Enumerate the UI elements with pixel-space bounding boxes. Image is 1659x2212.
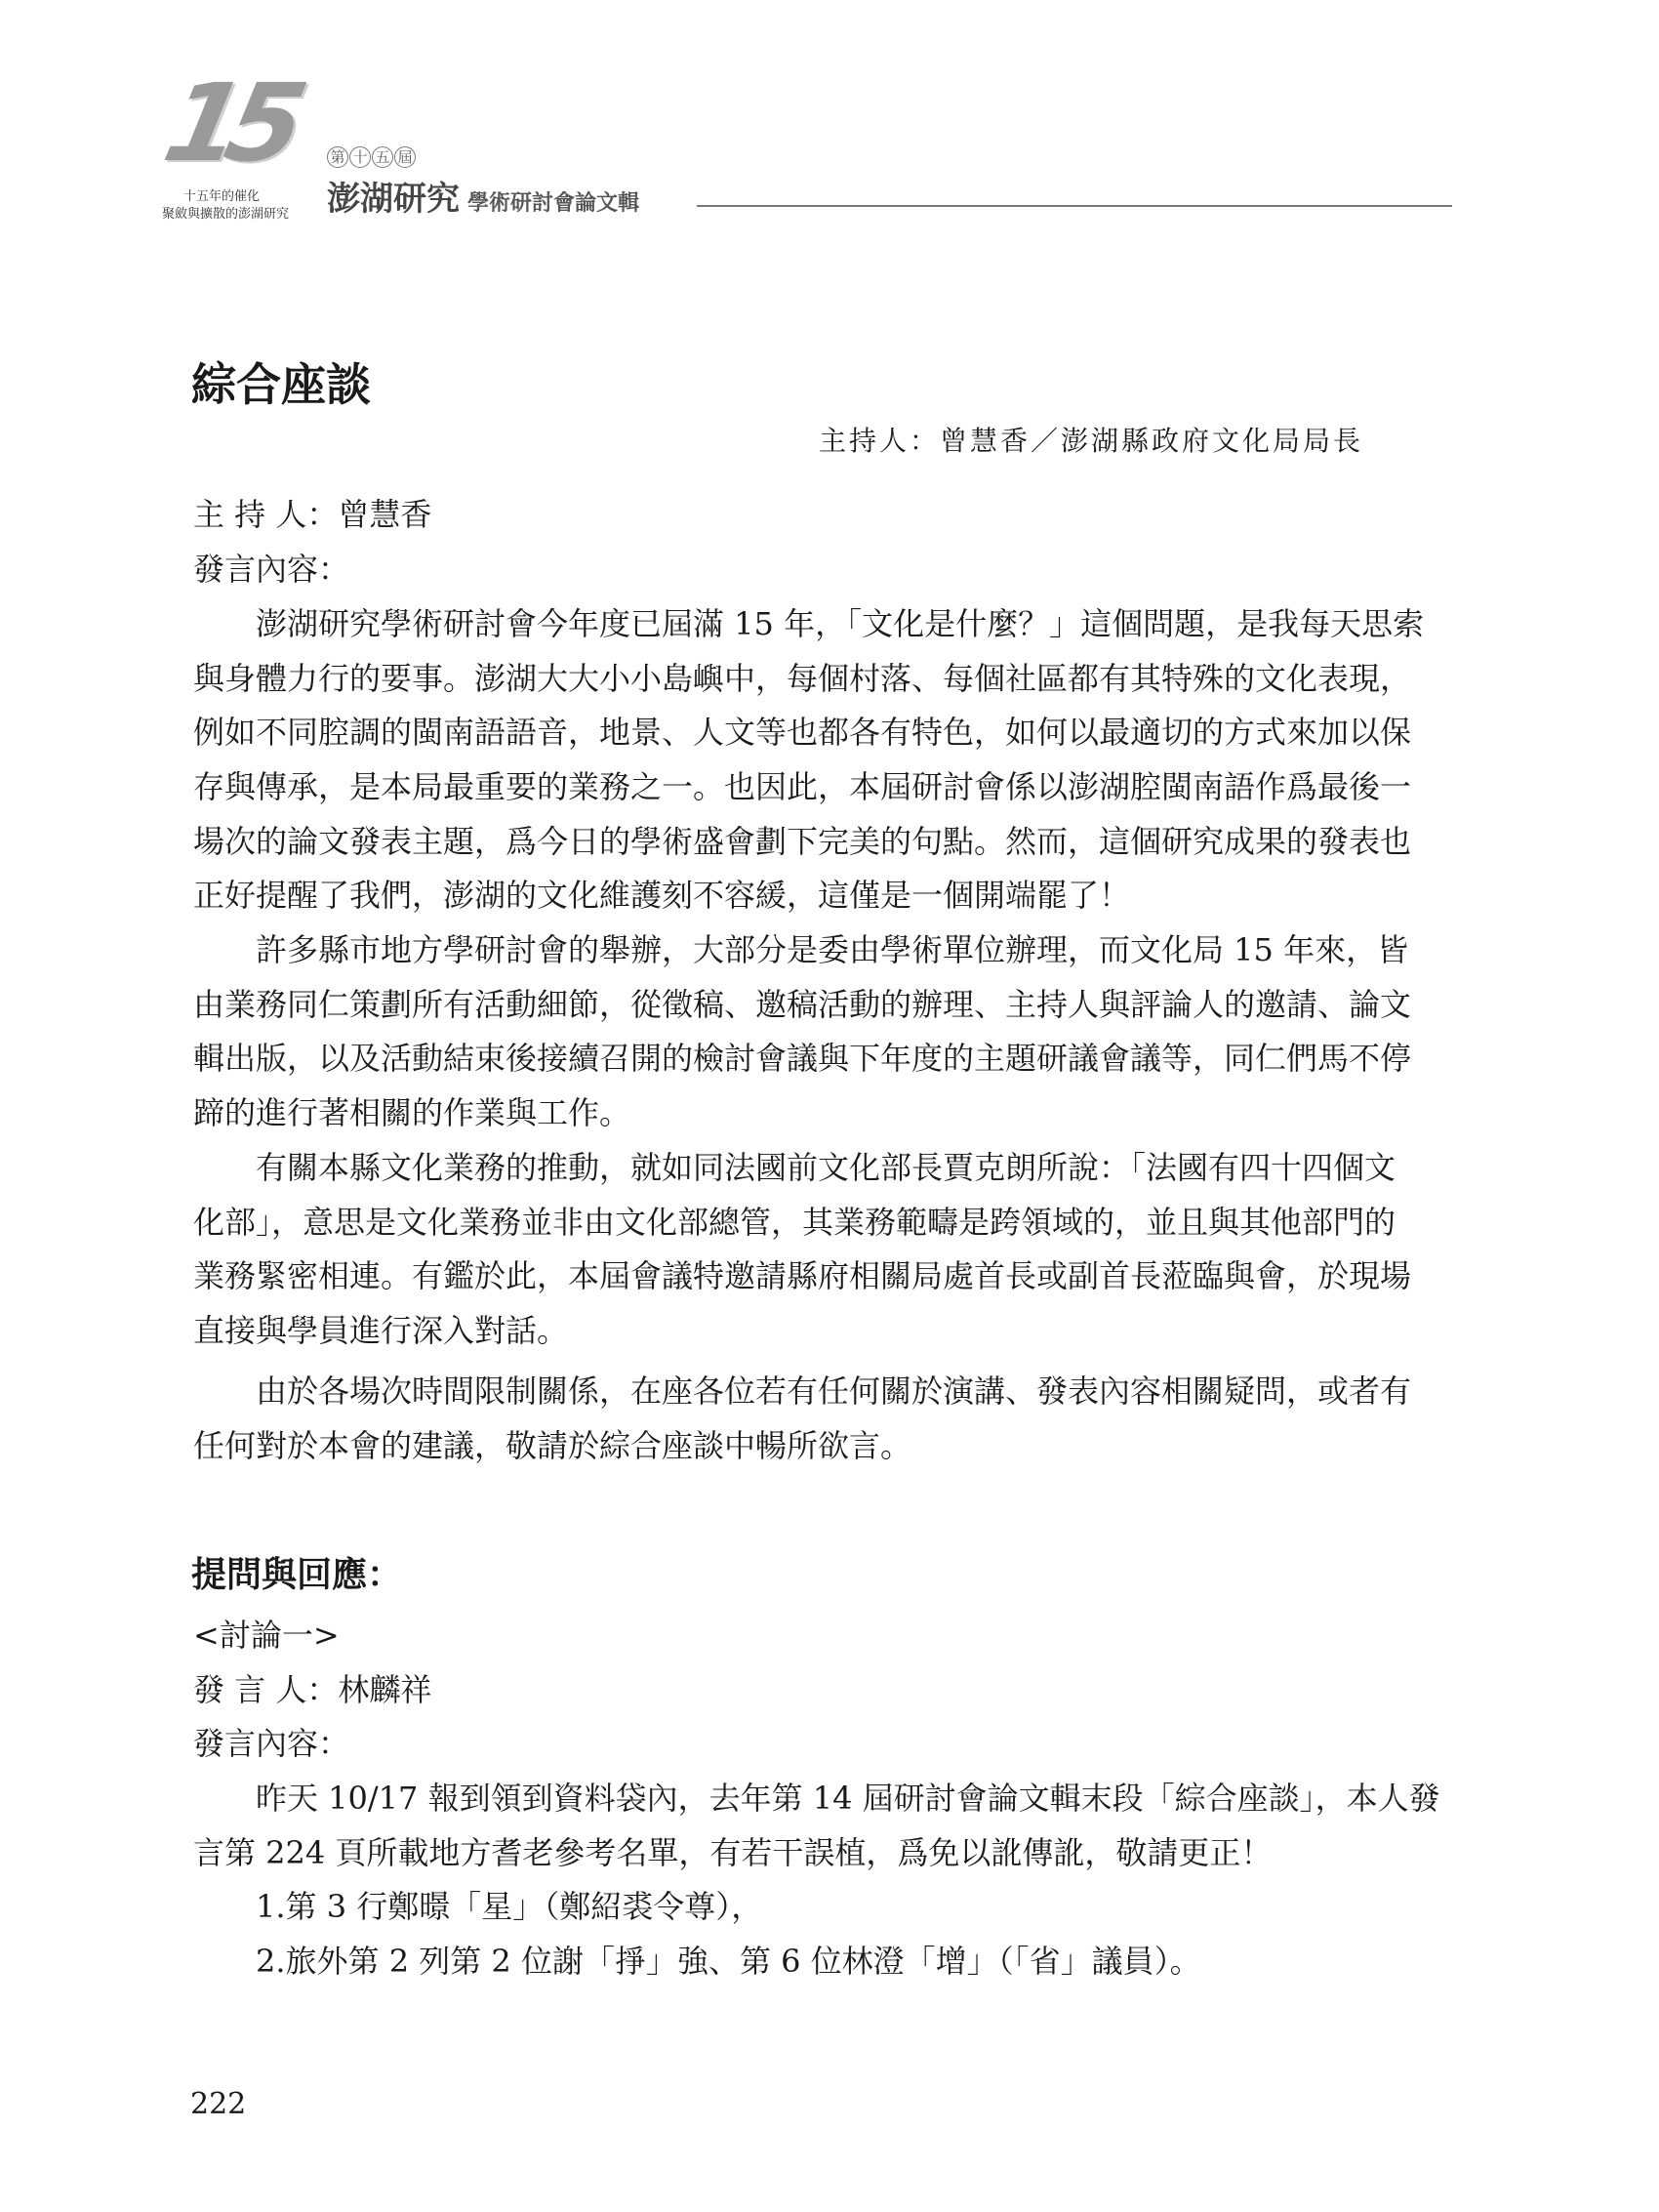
- text-line: 澎湖研究學術研討會今年度已屆滿 15 年，「文化是什麼？」這個問題，是我每天思索: [256, 605, 1425, 642]
- series-main: 澎湖研究: [327, 180, 460, 219]
- text-line: 蹄的進行著相關的作業與工作。: [193, 1094, 631, 1132]
- text-line: 許多縣市地方學研討會的舉辦，大部分是委由學術單位辦理，而文化局 15 年來，皆: [256, 931, 1409, 968]
- logo-number: 15: [154, 61, 303, 185]
- speech-label: 發言內容：: [193, 1725, 350, 1763]
- host-section: [193, 488, 1396, 596]
- text-line: 例如不同腔調的閩南語語音，地景、人文等也都各有特色，如何以最適切的方式來加以保: [193, 714, 1412, 752]
- speech-label: 發言內容：: [193, 550, 350, 588]
- host-byline: 主持人：曾慧香／澎湖縣政府文化局局長: [818, 425, 1363, 457]
- page-title: 綜合座談: [191, 358, 371, 411]
- text-line: 直接與學員進行深入對話。: [193, 1312, 569, 1350]
- host-label: 主 持 人：曾慧香: [193, 496, 432, 533]
- edition-badge: [327, 146, 417, 168]
- series-sub: 學術研討會論文輯: [467, 190, 640, 216]
- discussion-label: <討論一>: [193, 1617, 340, 1654]
- series-title: [327, 172, 639, 220]
- text-line: 任何對於本會的建議，敬請於綜合座談中暢所欲言。: [193, 1426, 912, 1464]
- edition-char: 十: [349, 146, 371, 168]
- paragraph-2: [193, 923, 1412, 1141]
- paragraph-1: [193, 597, 1425, 923]
- list-item: 1.第 3 行鄭暻「星」（鄭紹裘令尊），: [256, 1888, 763, 1926]
- text-line: 業務緊密相連。有鑑於此，本屆會議特邀請縣府相關局處首長或副首長蒞臨與會，於現場: [193, 1257, 1412, 1295]
- text-line: 正好提醒了我們，澎湖的文化維護刻不容緩，這僅是一個開端罷了！: [193, 877, 1131, 915]
- edition-char: 屆: [394, 146, 416, 168]
- edition-char: 五: [372, 146, 393, 168]
- header-rule: [697, 205, 1452, 207]
- text-line: 昨天 10/17 報到領到資料袋內，去年第 14 屆研討會論文輯末段「綜合座談」，本人發: [256, 1780, 1440, 1818]
- discussion-1: [193, 1609, 1440, 1989]
- page-number: 222: [190, 2087, 247, 2121]
- text-line: 由於各場次時間限制關係，在座各位若有任何關於演講、發表內容相關疑問，或者有: [256, 1372, 1412, 1410]
- text-line: 化部」，意思是文化業務並非由文化部總管，其業務範疇是跨領域的，並且與其他部門的: [193, 1203, 1396, 1241]
- edition-char: 第: [327, 146, 348, 168]
- text-line: 言第 224 頁所載地方耆老參考名單，有若干誤植，爲免以訛傳訛，敬請更正！: [193, 1833, 1273, 1871]
- speaker-label: 發 言 人：林麟祥: [193, 1670, 432, 1708]
- text-line: 場次的論文發表主題，爲今日的學術盛會劃下完美的句點。然而，這個研究成果的發表也: [193, 822, 1412, 860]
- paragraph-3: [193, 1141, 1412, 1359]
- logo-tagline-1: 十五年的催化: [183, 189, 261, 204]
- qa-heading: 提問與回應：: [191, 1554, 403, 1595]
- list-item: 2.旅外第 2 列第 2 位謝「掙」強、第 6 位林澄「增」（「省」議員）。: [256, 1943, 1201, 1981]
- conference-logo: [154, 61, 303, 222]
- text-line: 有關本縣文化業務的推動，就如同法國前文化部長賈克朗所說：「法國有四十四個文: [256, 1149, 1396, 1186]
- text-line: 與身體力行的要事。澎湖大大小小島嶼中，每個村落、每個社區都有其特殊的文化表現，: [193, 659, 1412, 697]
- logo-tagline-2: 聚斂與擴散的澎湖研究: [162, 207, 290, 222]
- text-line: 輯出版，以及活動結束後接續召開的檢討會議與下年度的主題研議會議等，同仁們馬不停: [193, 1040, 1412, 1078]
- paragraph-4: [193, 1365, 1412, 1473]
- text-line: 由業務同仁策劃所有活動細節，從徵稿、邀稿活動的辦理、主持人與評論人的邀請、論文: [193, 985, 1412, 1023]
- text-line: 存與傳承，是本局最重要的業務之一。也因此，本屆研討會係以澎湖腔閩南語作爲最後一: [193, 768, 1412, 806]
